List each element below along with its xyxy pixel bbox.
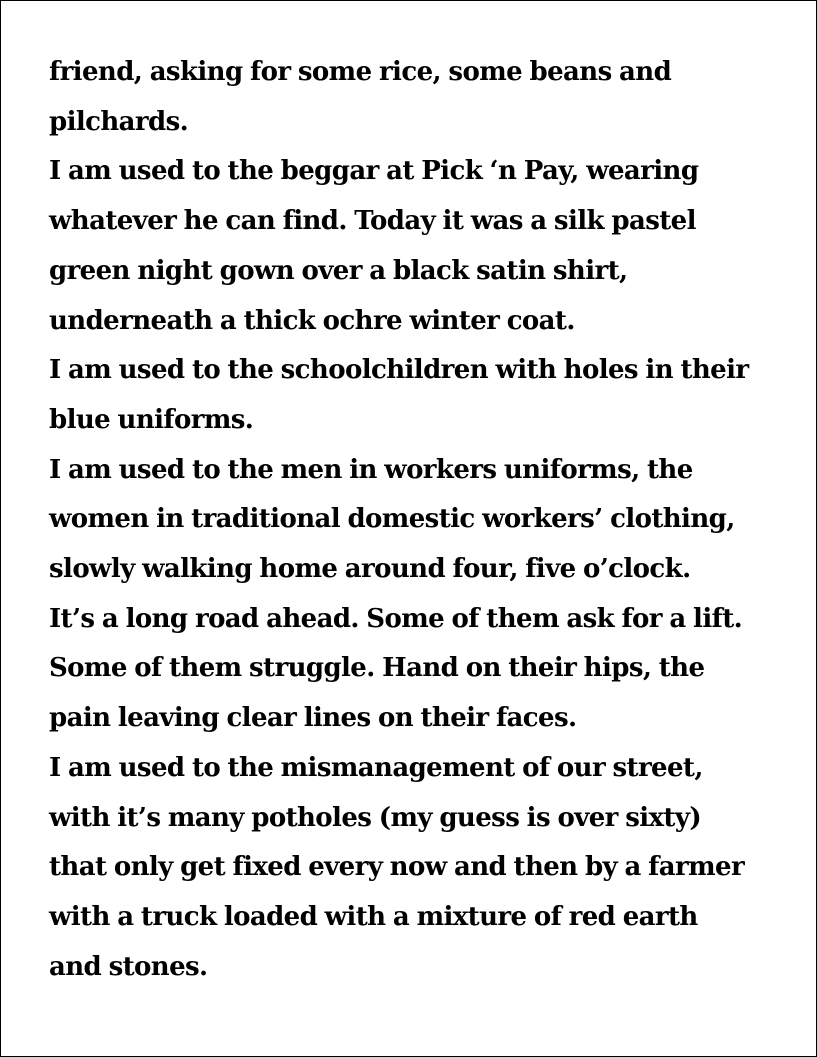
text-line: with a truck loaded with a mixture of red earth (49, 901, 698, 932)
text-line: underneath a thick ochre winter coat. (49, 305, 575, 336)
text-line: I am used to the men in workers uniforms, the (49, 454, 693, 485)
text-line: I am used to the beggar at Pick ‘n Pay, wearing (49, 156, 699, 187)
text-line: blue uniforms. (49, 404, 254, 435)
text-line: that only get fixed every now and then by a farmer (49, 852, 745, 883)
text-line: slowly walking home around four, five o’clock. (49, 554, 691, 585)
text-line: I am used to the schoolchildren with holes in their (49, 355, 749, 386)
text-line: women in traditional domestic workers’ clothing, (49, 504, 735, 535)
text-line: and stones. (49, 951, 208, 982)
text-line: Some of them struggle. Hand on their hips, the (49, 653, 705, 684)
text-line: It’s a long road ahead. Some of them ask for a lift. (49, 603, 743, 634)
text-line: I am used to the mismanagement of our street, (49, 752, 703, 783)
body-text (49, 48, 794, 992)
text-line: whatever he can find. Today it was a silk pastel (49, 206, 696, 237)
text-line: pilchards. (49, 106, 189, 137)
text-line: with it’s many potholes (my guess is over sixty) (49, 802, 702, 833)
text-line: green night gown over a black satin shirt, (49, 255, 628, 286)
text-line: pain leaving clear lines on their faces. (49, 703, 577, 734)
text-line: friend, asking for some rice, some beans and (49, 57, 672, 87)
